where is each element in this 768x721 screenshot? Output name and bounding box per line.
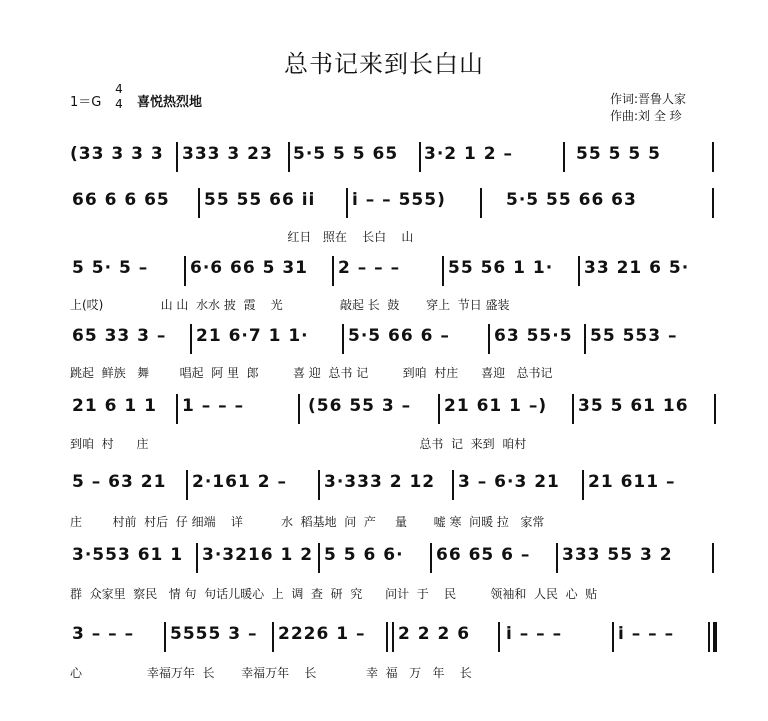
measure: 5555 3 – bbox=[170, 624, 258, 644]
time-signature bbox=[112, 82, 126, 112]
score-row bbox=[66, 468, 718, 502]
score-row bbox=[66, 541, 718, 575]
measure: 5·5 5 5 65 bbox=[293, 144, 399, 164]
barline bbox=[572, 394, 574, 424]
measure: 3·2 1 2 – bbox=[424, 144, 514, 164]
barline bbox=[176, 394, 178, 424]
barline bbox=[480, 188, 482, 218]
song-title: 总书记来到长白山 bbox=[284, 50, 484, 78]
measure: (33 3 3 3 bbox=[70, 144, 164, 164]
lyrics-line: 上(哎) 山 山 水水 披 霞 光 敲起 长 鼓 穿上 节日 盛装 bbox=[70, 298, 510, 312]
lyrics-line: 红日 照在 长白 山 bbox=[70, 230, 414, 244]
barline bbox=[176, 142, 178, 172]
barline bbox=[452, 470, 454, 500]
measure: 1 – – – bbox=[182, 396, 245, 416]
measure: (56 55 3 – bbox=[308, 396, 412, 416]
tempo-marking: 喜悦热烈地 bbox=[137, 95, 203, 110]
barline bbox=[342, 324, 344, 354]
barline bbox=[488, 324, 490, 354]
barline bbox=[272, 622, 274, 652]
measure: 21 61 1 –) bbox=[444, 396, 548, 416]
barline bbox=[563, 142, 565, 172]
barline bbox=[556, 543, 558, 573]
barline bbox=[186, 470, 188, 500]
score-row bbox=[66, 322, 718, 356]
barline bbox=[184, 256, 186, 286]
barline bbox=[386, 622, 388, 652]
measure: 2·161 2 – bbox=[192, 472, 287, 492]
barline bbox=[708, 622, 710, 652]
barline bbox=[288, 142, 290, 172]
measure: 3 – – – bbox=[72, 624, 135, 644]
barline bbox=[318, 470, 320, 500]
measure: 3 – 6·3 21 bbox=[458, 472, 560, 492]
barline bbox=[164, 622, 166, 652]
barline bbox=[392, 622, 394, 652]
measure: 6·6 66 5 31 bbox=[190, 258, 309, 278]
lyrics-line: 庄 村前 村后 仔 细端 详 水 稻基地 问 产 量 嘘 寒 问暖 拉 家常 bbox=[70, 515, 545, 529]
score-row bbox=[66, 186, 718, 220]
measure: 5 – 63 21 bbox=[72, 472, 167, 492]
measure: 2 – – – bbox=[338, 258, 401, 278]
lyrics-line: 跳起 鲜族 舞 唱起 阿 里 郎 喜 迎 总书 记 到咱 村庄 喜迎 总书记 bbox=[70, 366, 553, 380]
measure: 65 33 3 – bbox=[72, 326, 167, 346]
measure: 2226 1 – bbox=[278, 624, 366, 644]
measure: 3·333 2 12 bbox=[324, 472, 436, 492]
measure: 55 5 5 5 bbox=[576, 144, 661, 164]
measure: 66 65 6 – bbox=[436, 545, 531, 565]
lyricist-credit: 作词:晋鲁人家 bbox=[610, 92, 687, 106]
barline bbox=[190, 324, 192, 354]
barline bbox=[584, 324, 586, 354]
barline bbox=[419, 142, 421, 172]
barline bbox=[318, 543, 320, 573]
key-signature: 1＝G bbox=[70, 95, 102, 110]
measure: 5·5 66 6 – bbox=[348, 326, 450, 346]
measure: 21 6·7 1 1· bbox=[196, 326, 309, 346]
measure: 63 55·5 bbox=[494, 326, 573, 346]
measure: 333 3 23 bbox=[182, 144, 273, 164]
lyrics-line: 群 众家里 察民 情 句 句话儿暖心 上 调 查 研 究 问计 于 民 领袖和 人民 心 贴 bbox=[70, 587, 598, 601]
measure: 21 6 1 1 bbox=[72, 396, 157, 416]
barline bbox=[442, 256, 444, 286]
barline bbox=[612, 622, 614, 652]
measure: 66 6 6 65 bbox=[72, 190, 170, 210]
measure: i̇ – – – bbox=[506, 624, 563, 644]
barline bbox=[346, 188, 348, 218]
time-signature-top: 4 bbox=[115, 82, 123, 96]
measure: 5 5· 5 – bbox=[72, 258, 149, 278]
barline bbox=[582, 470, 584, 500]
measure: 3·553 61 1 bbox=[72, 545, 184, 565]
barline bbox=[332, 256, 334, 286]
barline bbox=[578, 256, 580, 286]
measure: 33 21 6 5· bbox=[584, 258, 690, 278]
barline bbox=[712, 188, 714, 218]
barline bbox=[498, 622, 500, 652]
measure: 2 2 2 6 bbox=[398, 624, 471, 644]
score-row bbox=[66, 392, 718, 426]
measure: i̇ – – 555) bbox=[352, 190, 446, 210]
measure: 333 55 3 2 bbox=[562, 545, 673, 565]
score-row bbox=[66, 140, 718, 174]
measure: 35 5 61 16 bbox=[578, 396, 689, 416]
final-barline bbox=[713, 622, 717, 652]
measure: 21 611 – bbox=[588, 472, 676, 492]
measure: 5·5 55 66 63 bbox=[506, 190, 637, 210]
barline bbox=[198, 188, 200, 218]
barline bbox=[196, 543, 198, 573]
barline bbox=[298, 394, 300, 424]
lyrics-line: 心 幸福万年 长 幸福万年 长 幸 福 万 年 长 bbox=[70, 666, 472, 680]
measure: 3·3216 1 2 bbox=[202, 545, 314, 565]
score-row bbox=[66, 620, 718, 654]
measure: 55 553 – bbox=[590, 326, 678, 346]
barline bbox=[712, 543, 714, 573]
measure: i̇ – – – bbox=[618, 624, 675, 644]
barline bbox=[438, 394, 440, 424]
measure: 5 5 6 6· bbox=[324, 545, 404, 565]
measure: 55 56 1 1· bbox=[448, 258, 554, 278]
score-row bbox=[66, 254, 718, 288]
measure: 55 55 66 i̇i̇ bbox=[204, 190, 316, 210]
time-signature-bottom: 4 bbox=[115, 97, 123, 111]
barline bbox=[712, 142, 714, 172]
barline bbox=[430, 543, 432, 573]
credits bbox=[610, 91, 686, 125]
composer-credit: 作曲:刘 全 珍 bbox=[610, 109, 682, 123]
barline bbox=[714, 394, 716, 424]
lyrics-line: 到咱 村 庄 总书 记 来到 咱村 bbox=[70, 437, 527, 451]
